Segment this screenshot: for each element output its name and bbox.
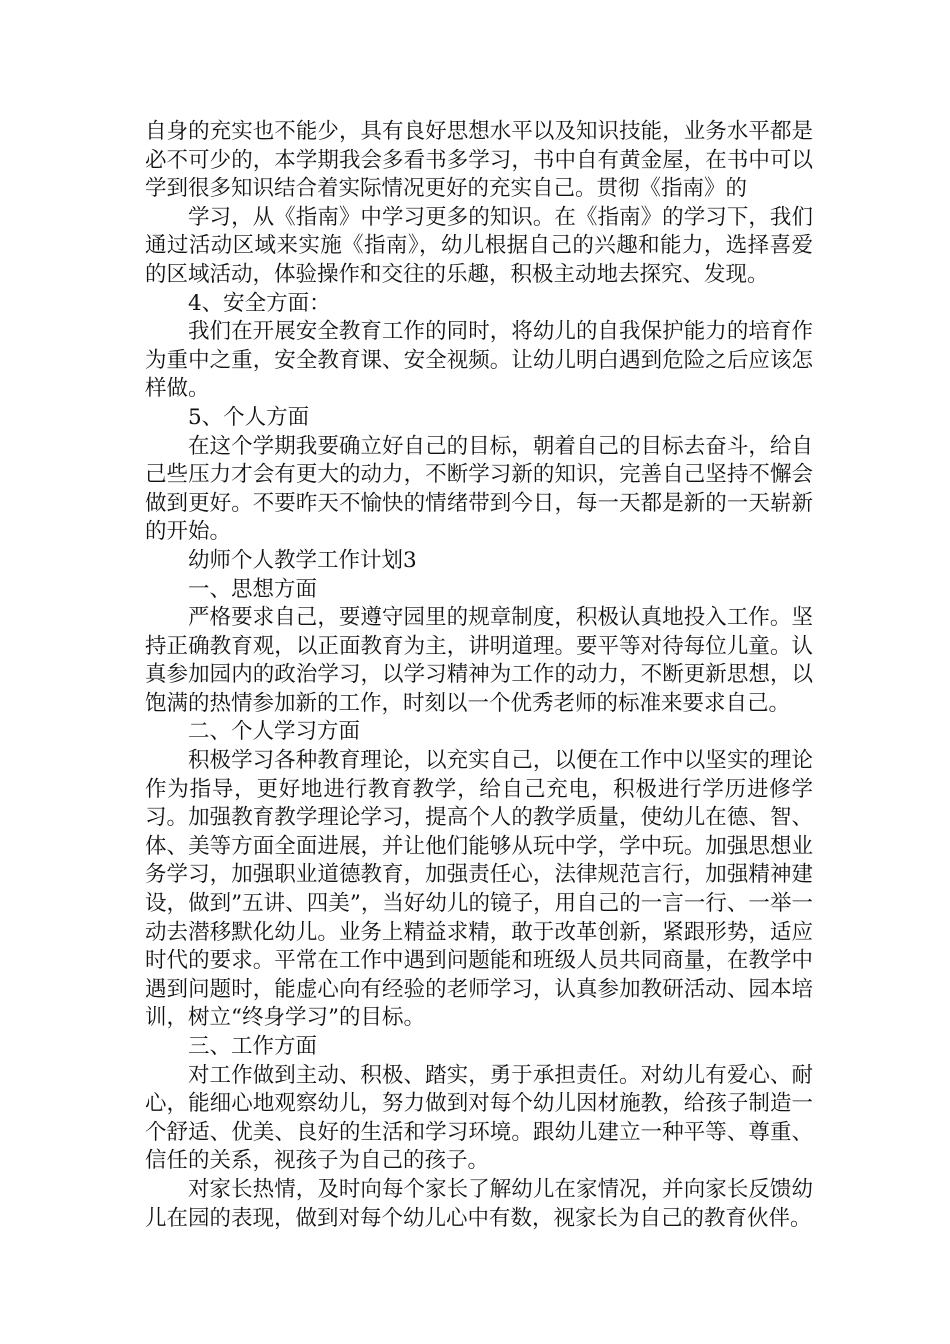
paragraph: 对家长热情，及时向每个家长了解幼儿在家情况，并向家长反馈幼儿在园的表现，做到对每个幼儿心中有数，视家长为自己的教育伙伴。 bbox=[145, 1176, 813, 1231]
document-title: 幼师个人教学工作计划3 bbox=[188, 547, 417, 573]
paragraph: 学习，从《指南》中学习更多的知识。在《指南》的学习下，我们通过活动区域来实施《指南》，幼儿根据自己的兴趣和能力，选择喜爱的区域活动，体验操作和交往的乐趣，积极主动地去探究、发现。 bbox=[145, 204, 813, 287]
section-heading: 一、思想方面 bbox=[188, 576, 318, 602]
paragraph: 自身的充实也不能少，具有良好思想水平以及知识技能，业务水平都是必不可少的，本学期我会多看书多学习，书中自有黄金屋，在书中可以学到很多知识结合着实际情况更好的充实自己。贯彻《指南》的 bbox=[145, 119, 813, 202]
section-heading: 三、工作方面 bbox=[188, 1034, 318, 1059]
paragraph: 积极学习各种教育理论，以充实自己，以便在工作中以坚实的理论作为指导，更好地进行教育教学，给自己充电，积极进行学历进修学习。加强教育教学理论学习，提高个人的教学质量，使幼儿在德、智、体、美等方面全面进展，并让他们能够从玩中学，学中玩。加强思想业务学习，加强职业道德教育，加强责任心，法律规范言行，加强精神建设，做到”五讲、四美”，当好幼儿的镜子，用自己的一言一行、一举一动去潜移默化幼儿。业务上精益求精，敢于改革创新，紧跟形势，适应时代的要求。平常在工作中遇到问题能和班级人员共同商量，在教学中遇到问题时，能虚心向有经验的老师学习，认真参加教研活动、园本培训，树立“终身学习”的目标。 bbox=[145, 748, 813, 1031]
section-heading: 二、个人学习方面 bbox=[188, 719, 361, 745]
document-body bbox=[145, 118, 813, 1233]
paragraph: 对工作做到主动、积极、踏实，勇于承担责任。对幼儿有爱心、耐心，能细心地观察幼儿，努力做到对每个幼儿因材施教，给孩子制造一个舒适、优美、良好的生活和学习环境。跟幼儿建立一种平等、尊重、信任的关系，视孩子为自己的孩子。 bbox=[145, 1062, 813, 1174]
paragraph: 我们在开展安全教育工作的同时，将幼儿的自我保护能力的培育作为重中之重，安全教育课、安全视频。让幼儿明白遇到危险之后应该怎样做。 bbox=[145, 319, 813, 402]
paragraph: 在这个学期我要确立好自己的目标，朝着自己的目标去奋斗，给自己些压力才会有更大的动力，不断学习新的知识，完善自己坚持不懈会做到更好。不要昨天不愉快的情绪带到今日，每一天都是新的一天崭新的开始。 bbox=[145, 433, 813, 545]
section-heading: 4、安全方面： bbox=[188, 290, 331, 316]
paragraph: 严格要求自己，要遵守园里的规章制度，积极认真地投入工作。坚持正确教育观，以正面教育为主，讲明道理。要平等对待每位儿童。认真参加园内的政治学习，以学习精神为工作的动力，不断更新思想，以饱满的热情参加新的工作，时刻以一个优秀老师的标准来要求自己。 bbox=[145, 605, 813, 716]
section-heading: 5、个人方面 bbox=[188, 404, 310, 430]
